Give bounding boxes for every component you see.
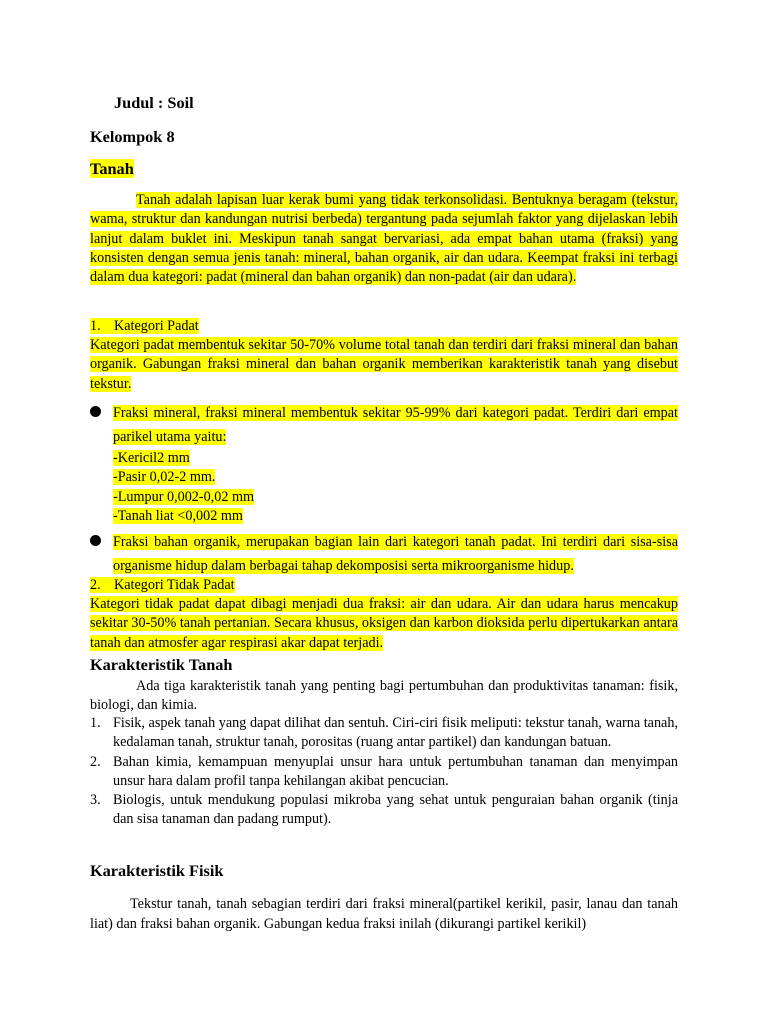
list-item-text: Fisik, aspek tanah yang dapat dilihat dan sentuh. Ciri-ciri fisik meliputi: tekstur tanah, warna tanah, kedalaman tanah, struktur tanah, porositas (ruang antar partikel) dan kandungan batuan. [113, 715, 678, 751]
kategori-padat-number: 1. [90, 318, 101, 334]
list-item-number: 1. [90, 715, 101, 731]
list-item-text: Biologis, untuk mendukung populasi mikroba yang sehat untuk penguraian bahan organik (tinja dan sisa tanaman dan padang rumput). [113, 792, 678, 828]
mineral-item: -Kericil2 mm [113, 450, 190, 466]
list-item-text: Bahan kimia, kemampuan menyuplai unsur hara untuk pertumbuhan tanaman dan menyimpan unsur hara dalam profil tanpa kehilangan akibat pencucian. [113, 753, 678, 789]
mineral-item: -Pasir 0,02-2 mm. [113, 469, 216, 486]
bullet-dot-icon [90, 535, 101, 546]
kategori-padat-title [90, 317, 199, 336]
section-heading-karakteristik-fisik: Karakteristik Fisik [90, 861, 224, 880]
kategori-tidak-padat-title-text: Kategori Tidak Padat [114, 577, 235, 593]
bullet-fraksi-organik [90, 531, 678, 578]
section-heading-tanah [90, 159, 134, 178]
list-item [90, 714, 678, 753]
document-title: Judul : Soil [114, 93, 194, 112]
tanah-paragraph-text: Tanah adalah lapisan luar kerak bumi yang tidak terkonsolidasi. Bentuknya beragam (tekstur, wama, struktur dan kandungan nutrisi berbeda) tergantung pada sejumlah faktor yang dijelaskan lebih lanjut dalam buklet ini. Meskipun tanah sangat bervariasi, ada empat bahan utama (fraksi) yang konsisten dengan semua jenis tanah: mineral, bahan organik, air dan udara. Keempat fraksi ini terbagi dalam dua kategori: padat (mineral dan bahan organik) dan non-padat (air dan udara). [90, 192, 678, 286]
list-item [90, 753, 678, 792]
mineral-item: -Lumpur 0,002-0,02 mm [113, 488, 255, 505]
kategori-tidak-padat-paragraph-text: Kategori tidak padat dapat dibagi menjadi dua fraksi: air dan udara. Air dan udara harus mencakup sekitar 30-50% tanah pertanian. Secara khusus, oksigen dan karbon dioksida perlu dipertukarkan antara tanah dan atmosfer agar respirasi akar dapat terjadi. [90, 596, 678, 651]
mineral-item: -Tanah liat <0,002 mm [113, 507, 243, 524]
kategori-padat-paragraph [90, 336, 678, 394]
kategori-tidak-padat-title [90, 576, 235, 595]
list-item [90, 791, 678, 830]
list-item-number: 2. [90, 753, 101, 770]
section-heading-karakteristik-tanah: Karakteristik Tanah [90, 655, 233, 674]
karakteristik-fisik-paragraph: Tekstur tanah, tanah sebagian terdiri dari fraksi mineral(partikel kerikil, pasir, lanau dan tanah liat) dan fraksi bahan organik. Gabungan kedua fraksi inilah (dikurangi partikel kerikil) [90, 896, 678, 932]
kategori-padat-paragraph-text: Kategori padat membentuk sekitar 50-70% volume total tanah dan terdiri dari fraksi mineral dan bahan organik. Gabungan fraksi mineral dan bahan organik memberikan karakteristik tanah yang disebut tekstur. [90, 337, 678, 392]
bullet-dot-icon [90, 406, 101, 417]
tanah-heading-text: Tanah [90, 159, 134, 178]
bullet-fraksi-mineral [90, 402, 678, 526]
karakteristik-intro: Ada tiga karakteristik tanah yang penting bagi pertumbuhan dan produktivitas tanaman: fisik, biologi, dan kimia. [90, 678, 678, 714]
kategori-tidak-padat-number: 2. [90, 577, 101, 593]
group-label: Kelompok 8 [90, 127, 175, 146]
list-item-number: 3. [90, 792, 101, 809]
fraksi-organik-text: Fraksi bahan organik, merupakan bagian lain dari kategori tanah padat. Ini terdiri dari sisa-sisa organisme hidup dalam berbagai tahap dekomposisi serta mikroorganisme hidup. [113, 534, 678, 574]
kategori-tidak-padat-paragraph [90, 595, 678, 653]
kategori-padat-title-text: Kategori Padat [114, 318, 199, 334]
tanah-paragraph [90, 191, 678, 287]
karakteristik-list [90, 714, 678, 830]
fraksi-mineral-text: Fraksi mineral, fraksi mineral membentuk sekitar 95-99% dari kategori padat. Terdiri dari empat parikel utama yaitu: [113, 405, 678, 445]
